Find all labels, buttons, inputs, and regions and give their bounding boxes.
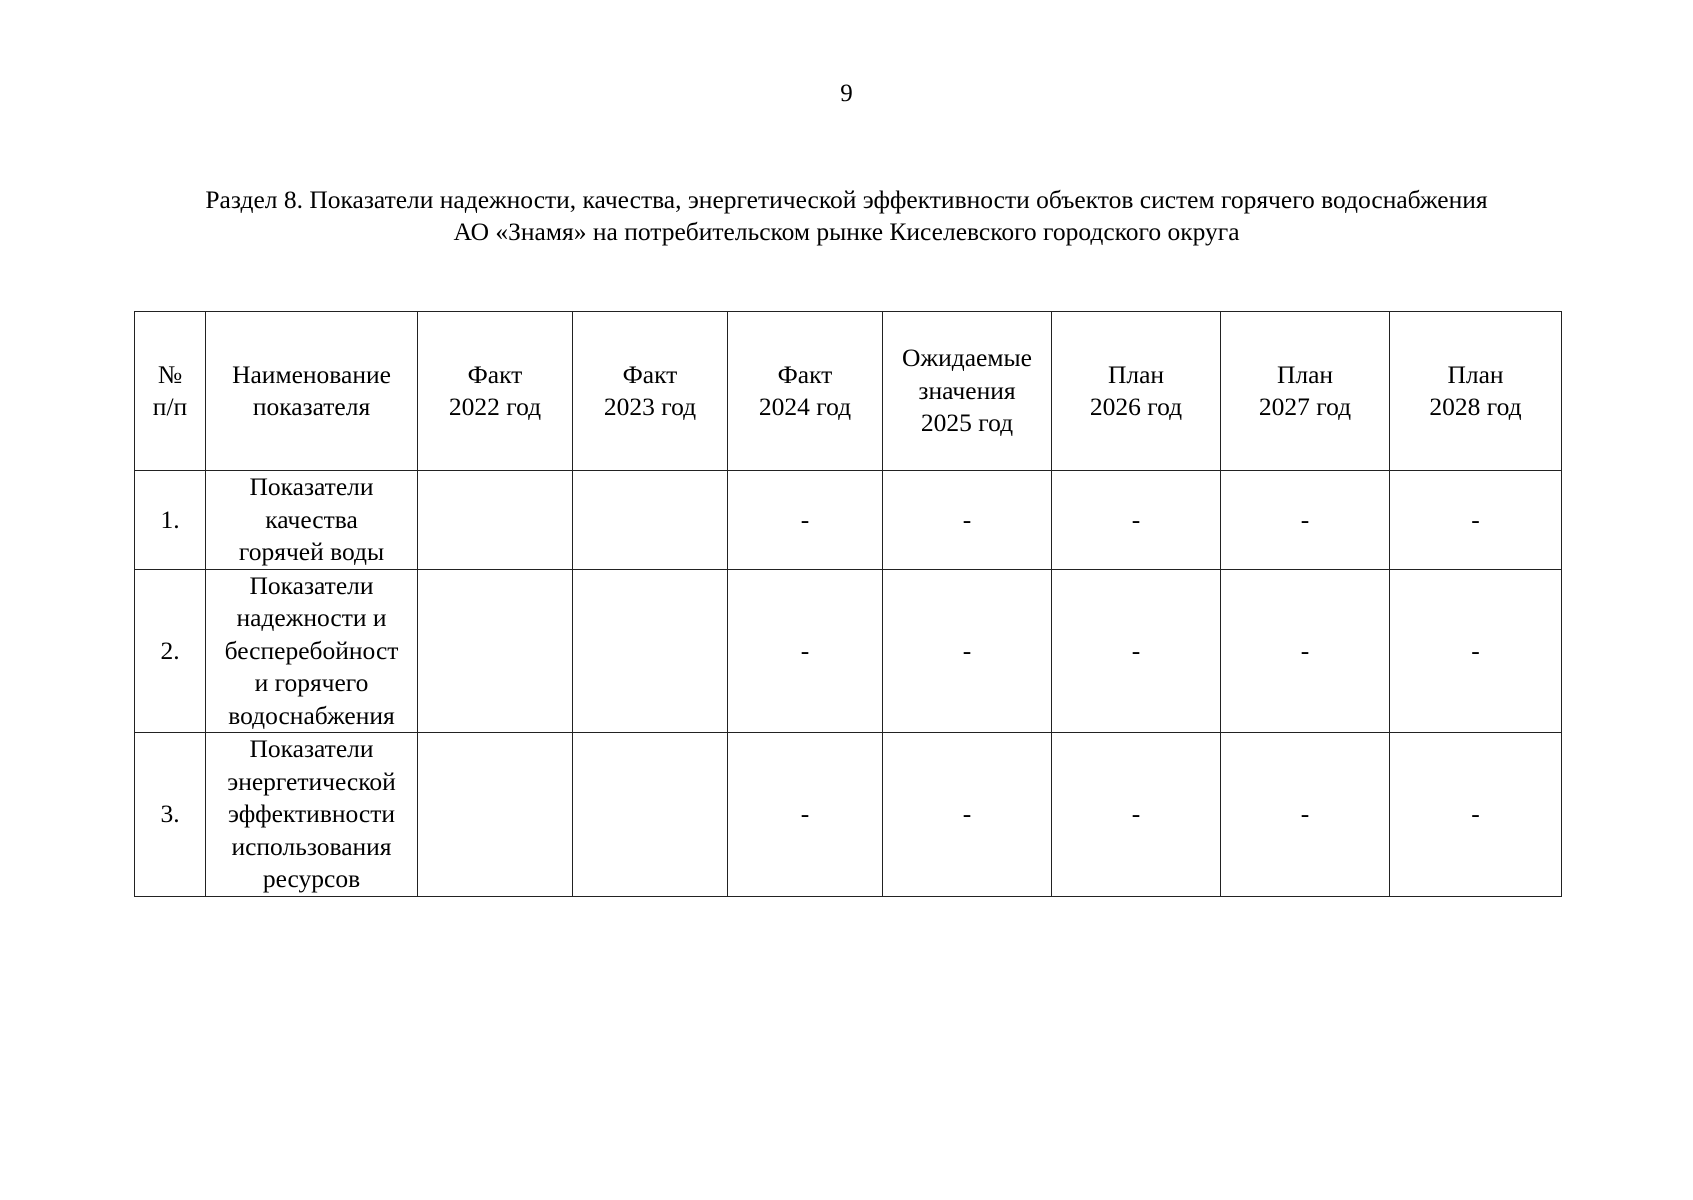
value-expected-2025: - [883, 569, 1052, 733]
value-plan-2028: - [1390, 569, 1562, 733]
header-fact-2024: Факт 2024 год [728, 312, 883, 471]
header-fact-2022: Факт 2022 год [418, 312, 573, 471]
value-fact-2024: - [728, 569, 883, 733]
value-fact-2022 [418, 733, 573, 897]
value-plan-2026: - [1052, 569, 1221, 733]
value-fact-2024: - [728, 733, 883, 897]
value-plan-2026: - [1052, 733, 1221, 897]
indicators-table [134, 311, 1562, 897]
value-fact-2023 [573, 733, 728, 897]
table-row [135, 733, 1562, 897]
value-plan-2026: - [1052, 471, 1221, 570]
section-title [128, 184, 1565, 248]
header-plan-2027: План 2027 год [1221, 312, 1390, 471]
header-plan-2026: План 2026 год [1052, 312, 1221, 471]
row-number: 2. [135, 569, 206, 733]
header-indicator-name: Наименование показателя [206, 312, 418, 471]
header-number: № п/п [135, 312, 206, 471]
row-number: 3. [135, 733, 206, 897]
value-fact-2024: - [728, 471, 883, 570]
header-expected-2025: Ожидаемые значения 2025 год [883, 312, 1052, 471]
value-plan-2027: - [1221, 733, 1390, 897]
value-expected-2025: - [883, 733, 1052, 897]
value-fact-2022 [418, 471, 573, 570]
value-expected-2025: - [883, 471, 1052, 570]
page-number: 9 [840, 80, 853, 107]
header-fact-2023: Факт 2023 год [573, 312, 728, 471]
indicator-name: Показатели качества горячей воды [206, 471, 418, 570]
value-fact-2023 [573, 569, 728, 733]
value-fact-2023 [573, 471, 728, 570]
value-plan-2028: - [1390, 471, 1562, 570]
section-title-line-2: АО «Знамя» на потребительском рынке Киселевского городского округа [453, 217, 1240, 246]
indicator-name: Показатели надежности и бесперебойност и горячего водоснабжения [206, 569, 418, 733]
header-row [135, 312, 1562, 471]
row-number: 1. [135, 471, 206, 570]
indicator-name: Показатели энергетической эффективности использования ресурсов [206, 733, 418, 897]
value-plan-2028: - [1390, 733, 1562, 897]
table-row [135, 569, 1562, 733]
value-fact-2022 [418, 569, 573, 733]
value-plan-2027: - [1221, 471, 1390, 570]
table-row [135, 471, 1562, 570]
header-plan-2028: План 2028 год [1390, 312, 1562, 471]
section-title-line-1: Раздел 8. Показатели надежности, качества, энергетической эффективности объектов систем горячего водоснабжения [205, 185, 1488, 214]
value-plan-2027: - [1221, 569, 1390, 733]
